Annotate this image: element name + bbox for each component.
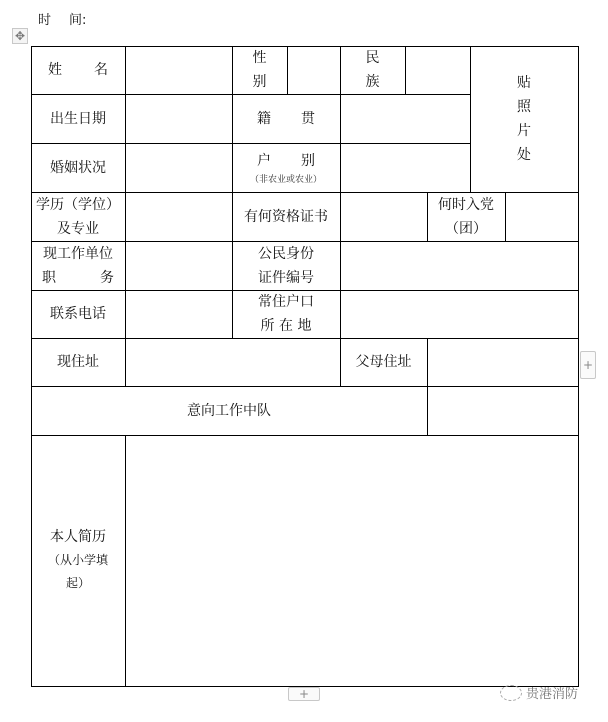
move-arrows-icon[interactable]: ✥	[12, 28, 28, 44]
employer-label-char: 职	[42, 269, 56, 286]
ethnicity-label-char: 民	[365, 50, 380, 66]
current-address-field[interactable]	[126, 339, 340, 386]
birth-date-label: 出生日期	[50, 110, 106, 127]
marital-status-label: 婚姻状况	[50, 159, 106, 176]
photo-label-char: 片	[517, 123, 531, 139]
phone-field[interactable]	[126, 291, 232, 338]
watermark	[500, 683, 578, 702]
employer-label-char: 务	[100, 269, 114, 286]
photo-area[interactable]	[470, 46, 578, 192]
parents-address-label: 父母住址	[355, 354, 412, 370]
employer-label-line: 现工作单位	[43, 245, 113, 262]
resume-label	[31, 435, 125, 686]
native-place-label	[232, 94, 340, 143]
employer-field[interactable]	[126, 242, 232, 290]
id-label-line: 证件编号	[258, 269, 314, 286]
household-type-note: （非农业或农业）	[249, 174, 322, 185]
name-field[interactable]	[126, 47, 232, 94]
watermark-text: 贵港消防	[526, 687, 579, 702]
education-label-line: 及专业	[57, 220, 99, 237]
time-label	[38, 9, 86, 28]
household-type-field[interactable]	[341, 144, 470, 192]
gender-label-char: 性	[252, 50, 267, 66]
ethnicity-label	[340, 46, 405, 94]
photo-label-char: 照	[517, 99, 531, 115]
resume-label-line: 起）	[65, 576, 90, 590]
gender-field[interactable]	[288, 47, 340, 94]
residence-label	[232, 290, 340, 338]
preferred-unit-field[interactable]	[428, 387, 578, 435]
party-join-field[interactable]	[506, 193, 578, 241]
marital-status-field[interactable]	[126, 144, 232, 192]
parents-address-field[interactable]	[428, 339, 578, 386]
gender-label-char: 别	[252, 74, 267, 90]
time-label-part: 时	[38, 13, 52, 28]
certificates-label: 有何资格证书	[244, 208, 328, 225]
ethnicity-label-char: 族	[365, 74, 380, 90]
add-row-button[interactable]: +	[288, 687, 320, 701]
photo-label-char: 处	[517, 147, 531, 163]
certificates-field[interactable]	[341, 193, 427, 241]
party-join-label-line: 何时入党	[438, 196, 494, 213]
name-label	[31, 46, 125, 94]
name-label-char: 姓	[48, 62, 62, 78]
time-label-part: 间:	[69, 13, 87, 28]
native-place-char: 籍	[257, 110, 271, 127]
table-border-right	[578, 46, 579, 687]
photo-label-char: 贴	[517, 75, 531, 91]
education-label-line: 学历（学位）	[36, 196, 120, 213]
id-number-label	[232, 241, 340, 290]
resume-label-line: （从小学填	[47, 553, 108, 567]
household-type-label	[232, 143, 340, 192]
residence-label-line: 所 在 地	[260, 318, 312, 334]
native-place-char: 贯	[301, 110, 315, 127]
employer-label	[31, 241, 125, 290]
education-field[interactable]	[126, 193, 232, 241]
preferred-unit-label: 意向工作中队	[187, 402, 271, 419]
current-address-label: 现住址	[57, 354, 99, 370]
party-join-label	[427, 192, 505, 241]
household-type-char: 户	[257, 152, 271, 169]
residence-field[interactable]	[341, 291, 578, 338]
ethnicity-field[interactable]	[406, 47, 470, 94]
household-type-char: 别	[301, 152, 315, 169]
phone-label: 联系电话	[50, 306, 106, 322]
id-label-line: 公民身份	[258, 245, 314, 262]
gender-label	[232, 46, 287, 94]
add-column-button[interactable]: +	[580, 351, 596, 379]
native-place-field[interactable]	[341, 95, 470, 143]
id-number-field[interactable]	[341, 242, 578, 290]
residence-label-line: 常住户口	[258, 294, 314, 310]
resume-label-line: 本人简历	[50, 529, 106, 545]
resume-field[interactable]	[126, 436, 578, 686]
education-label	[31, 192, 125, 241]
wechat-logo-icon	[500, 685, 522, 701]
party-join-label-line: （团）	[445, 220, 487, 237]
birth-date-field[interactable]	[126, 95, 232, 143]
name-label-char: 名	[94, 62, 108, 78]
